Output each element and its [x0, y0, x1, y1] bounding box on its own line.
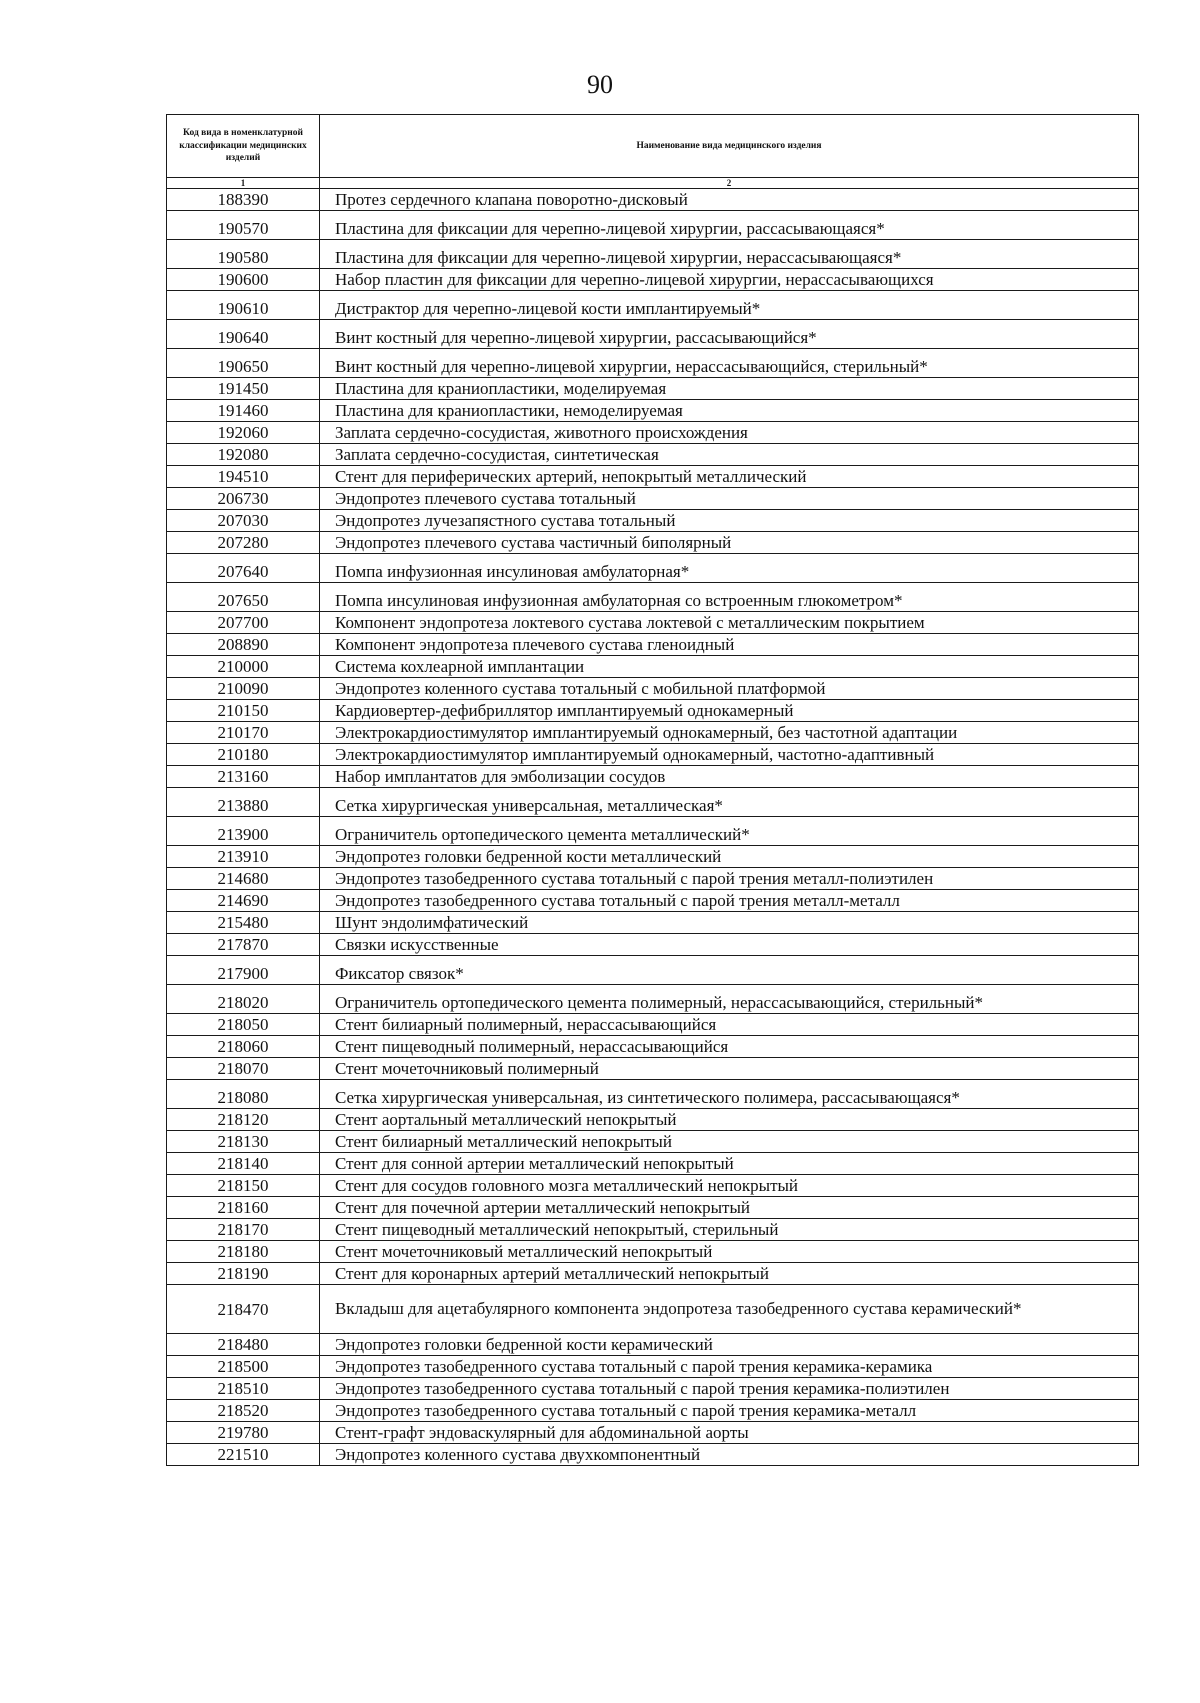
device-code: 218160: [167, 1197, 320, 1219]
device-name: Эндопротез плечевого сустава частичный биполярный: [320, 532, 1139, 554]
device-name: Заплата сердечно-сосудистая, животного происхождения: [320, 422, 1139, 444]
device-code: 191450: [167, 378, 320, 400]
table-row: [167, 1197, 1139, 1219]
device-name: Стент для сонной артерии металлический непокрытый: [320, 1153, 1139, 1175]
table-body: [167, 189, 1139, 1466]
table-row: [167, 868, 1139, 890]
device-code: 218510: [167, 1378, 320, 1400]
device-name: Заплата сердечно-сосудистая, синтетическая: [320, 444, 1139, 466]
device-code: 218470: [167, 1285, 320, 1334]
device-name: Набор имплантатов для эмболизации сосудов: [320, 766, 1139, 788]
device-name: Электрокардиостимулятор имплантируемый однокамерный, частотно-адаптивный: [320, 744, 1139, 766]
device-code: 213160: [167, 766, 320, 788]
device-name: Стент мочеточниковый полимерный: [320, 1058, 1139, 1080]
table-row: [167, 320, 1139, 349]
device-code: 217870: [167, 934, 320, 956]
table-row: [167, 488, 1139, 510]
device-name: Протез сердечного клапана поворотно-дисковый: [320, 189, 1139, 211]
device-code: 210180: [167, 744, 320, 766]
device-code: 206730: [167, 488, 320, 510]
table-row: [167, 349, 1139, 378]
table-row: [167, 1175, 1139, 1197]
device-name: Компонент эндопротеза плечевого сустава гленоидный: [320, 634, 1139, 656]
device-name: Эндопротез тазобедренного сустава тотальный с парой трения керамика-металл: [320, 1400, 1139, 1422]
table-row: [167, 634, 1139, 656]
device-code: 194510: [167, 466, 320, 488]
device-name: Стент для периферических артерий, непокрытый металлический: [320, 466, 1139, 488]
table-row: [167, 678, 1139, 700]
table-row: [167, 1014, 1139, 1036]
table-column-number-row: [167, 178, 1139, 189]
table-row: [167, 240, 1139, 269]
device-name: Сетка хирургическая универсальная, металлическая*: [320, 788, 1139, 817]
device-code: 218060: [167, 1036, 320, 1058]
table-row: [167, 744, 1139, 766]
device-name: Винт костный для черепно-лицевой хирургии, нерассасывающийся, стерильный*: [320, 349, 1139, 378]
device-code: 210000: [167, 656, 320, 678]
device-name: Эндопротез головки бедренной кости металлический: [320, 846, 1139, 868]
table-row: [167, 1356, 1139, 1378]
table-header-row: [167, 115, 1139, 178]
device-code: 218120: [167, 1109, 320, 1131]
header-code-number: 1: [167, 178, 320, 189]
device-name: Стент для почечной артерии металлический непокрытый: [320, 1197, 1139, 1219]
device-code: 218190: [167, 1263, 320, 1285]
device-code: 210170: [167, 722, 320, 744]
table-row: [167, 722, 1139, 744]
device-code: 214680: [167, 868, 320, 890]
device-code: 207280: [167, 532, 320, 554]
device-name: Шунт эндолимфатический: [320, 912, 1139, 934]
device-code: 190610: [167, 291, 320, 320]
device-code: 218050: [167, 1014, 320, 1036]
device-name: Стент пищеводный металлический непокрытый, стерильный: [320, 1219, 1139, 1241]
table-row: [167, 846, 1139, 868]
device-code: 207700: [167, 612, 320, 634]
device-name: Система кохлеарной имплантации: [320, 656, 1139, 678]
device-name: Сетка хирургическая универсальная, из синтетического полимера, рассасывающаяся*: [320, 1080, 1139, 1109]
table-row: [167, 1263, 1139, 1285]
device-code: 218500: [167, 1356, 320, 1378]
table-row: [167, 510, 1139, 532]
table-row: [167, 985, 1139, 1014]
device-code: 190650: [167, 349, 320, 378]
device-code: 218080: [167, 1080, 320, 1109]
table-row: [167, 1400, 1139, 1422]
device-code: 218170: [167, 1219, 320, 1241]
device-name: Дистрактор для черепно-лицевой кости имплантируемый*: [320, 291, 1139, 320]
device-code: 218520: [167, 1400, 320, 1422]
device-code: 210090: [167, 678, 320, 700]
page-number: 90: [587, 70, 613, 99]
table-row: [167, 1422, 1139, 1444]
device-code: 190600: [167, 269, 320, 291]
table-row: [167, 444, 1139, 466]
device-name: Вкладыш для ацетабулярного компонента эндопротеза тазобедренного сустава керамический*: [320, 1285, 1139, 1334]
table-row: [167, 1131, 1139, 1153]
table-row: [167, 189, 1139, 211]
table-row: [167, 532, 1139, 554]
device-name: Эндопротез тазобедренного сустава тотальный с парой трения керамика-полиэтилен: [320, 1378, 1139, 1400]
device-code: 218180: [167, 1241, 320, 1263]
device-name: Набор пластин для фиксации для черепно-лицевой хирургии, нерассасывающихся: [320, 269, 1139, 291]
device-name: Кардиовертер-дефибриллятор имплантируемый однокамерный: [320, 700, 1139, 722]
device-name: Эндопротез лучезапястного сустава тотальный: [320, 510, 1139, 532]
device-name: Стент мочеточниковый металлический непокрытый: [320, 1241, 1139, 1263]
table-row: [167, 612, 1139, 634]
device-name: Эндопротез тазобедренного сустава тотальный с парой трения керамика-керамика: [320, 1356, 1139, 1378]
device-name: Эндопротез головки бедренной кости керамический: [320, 1334, 1139, 1356]
table-row: [167, 817, 1139, 846]
device-code: 210150: [167, 700, 320, 722]
table-row: [167, 956, 1139, 985]
device-name: Стент билиарный металлический непокрытый: [320, 1131, 1139, 1153]
header-name-number: 2: [320, 178, 1139, 189]
device-name: Помпа инфузионная инсулиновая амбулаторная*: [320, 554, 1139, 583]
table-row: [167, 211, 1139, 240]
table-row: [167, 1241, 1139, 1263]
device-code: 219780: [167, 1422, 320, 1444]
device-code: 217900: [167, 956, 320, 985]
device-name: Стент для коронарных артерий металлический непокрытый: [320, 1263, 1139, 1285]
device-name: Пластина для краниопластики, немоделируемая: [320, 400, 1139, 422]
device-code: 190640: [167, 320, 320, 349]
table-row: [167, 1285, 1139, 1334]
device-name: Эндопротез тазобедренного сустава тотальный с парой трения металл-металл: [320, 890, 1139, 912]
table-row: [167, 422, 1139, 444]
device-name: Стент пищеводный полимерный, нерассасывающийся: [320, 1036, 1139, 1058]
device-code: 218020: [167, 985, 320, 1014]
device-name: Помпа инсулиновая инфузионная амбулаторная со встроенным глюкометром*: [320, 583, 1139, 612]
table-row: [167, 766, 1139, 788]
device-name: Связки искусственные: [320, 934, 1139, 956]
device-code: 221510: [167, 1444, 320, 1466]
device-name: Стент билиарный полимерный, нерассасывающийся: [320, 1014, 1139, 1036]
header-code: Код вида в номенклатурной классификации медицинских изделий: [167, 115, 320, 178]
device-name: Стент аортальный металлический непокрытый: [320, 1109, 1139, 1131]
device-code: 214690: [167, 890, 320, 912]
table-row: [167, 912, 1139, 934]
device-code: 208890: [167, 634, 320, 656]
table-row: [167, 583, 1139, 612]
table-row: [167, 1058, 1139, 1080]
device-name: Стент-графт эндоваскулярный для абдоминальной аорты: [320, 1422, 1139, 1444]
table-row: [167, 1109, 1139, 1131]
table-row: [167, 400, 1139, 422]
device-code: 190580: [167, 240, 320, 269]
device-code: 188390: [167, 189, 320, 211]
device-code: 218070: [167, 1058, 320, 1080]
device-code: 218130: [167, 1131, 320, 1153]
device-code: 191460: [167, 400, 320, 422]
table-row: [167, 656, 1139, 678]
table-row: [167, 1153, 1139, 1175]
device-name: Эндопротез коленного сустава тотальный с мобильной платформой: [320, 678, 1139, 700]
device-name: Ограничитель ортопедического цемента металлический*: [320, 817, 1139, 846]
device-name: Эндопротез плечевого сустава тотальный: [320, 488, 1139, 510]
table-row: [167, 291, 1139, 320]
device-code: 215480: [167, 912, 320, 934]
table-row: [167, 1334, 1139, 1356]
table-row: [167, 554, 1139, 583]
header-name: Наименование вида медицинского изделия: [320, 115, 1139, 178]
device-code: 218480: [167, 1334, 320, 1356]
table-row: [167, 700, 1139, 722]
table-row: [167, 890, 1139, 912]
device-name: Винт костный для черепно-лицевой хирургии, рассасывающийся*: [320, 320, 1139, 349]
device-name: Пластина для фиксации для черепно-лицевой хирургии, нерассасывающаяся*: [320, 240, 1139, 269]
device-code: 213910: [167, 846, 320, 868]
device-code: 218150: [167, 1175, 320, 1197]
device-name: Стент для сосудов головного мозга металлический непокрытый: [320, 1175, 1139, 1197]
table-row: [167, 788, 1139, 817]
device-name: Эндопротез тазобедренного сустава тотальный с парой трения металл-полиэтилен: [320, 868, 1139, 890]
medical-device-table: [166, 114, 1139, 1466]
table-row: [167, 1080, 1139, 1109]
table-row: [167, 1219, 1139, 1241]
device-code: 213880: [167, 788, 320, 817]
device-code: 192060: [167, 422, 320, 444]
device-code: 213900: [167, 817, 320, 846]
device-name: Пластина для краниопластики, моделируемая: [320, 378, 1139, 400]
table-row: [167, 269, 1139, 291]
table-row: [167, 1378, 1139, 1400]
device-code: 207640: [167, 554, 320, 583]
device-code: 207030: [167, 510, 320, 532]
device-name: Фиксатор связок*: [320, 956, 1139, 985]
table-row: [167, 378, 1139, 400]
table-row: [167, 934, 1139, 956]
device-name: Компонент эндопротеза локтевого сустава локтевой с металлическим покрытием: [320, 612, 1139, 634]
device-name: Электрокардиостимулятор имплантируемый однокамерный, без частотной адаптации: [320, 722, 1139, 744]
device-code: 192080: [167, 444, 320, 466]
table-row: [167, 1036, 1139, 1058]
device-name: Ограничитель ортопедического цемента полимерный, нерассасывающийся, стерильный*: [320, 985, 1139, 1014]
device-code: 218140: [167, 1153, 320, 1175]
table-row: [167, 1444, 1139, 1466]
device-name: Эндопротез коленного сустава двухкомпонентный: [320, 1444, 1139, 1466]
device-code: 207650: [167, 583, 320, 612]
device-code: 190570: [167, 211, 320, 240]
device-name: Пластина для фиксации для черепно-лицевой хирургии, рассасывающаяся*: [320, 211, 1139, 240]
table-row: [167, 466, 1139, 488]
